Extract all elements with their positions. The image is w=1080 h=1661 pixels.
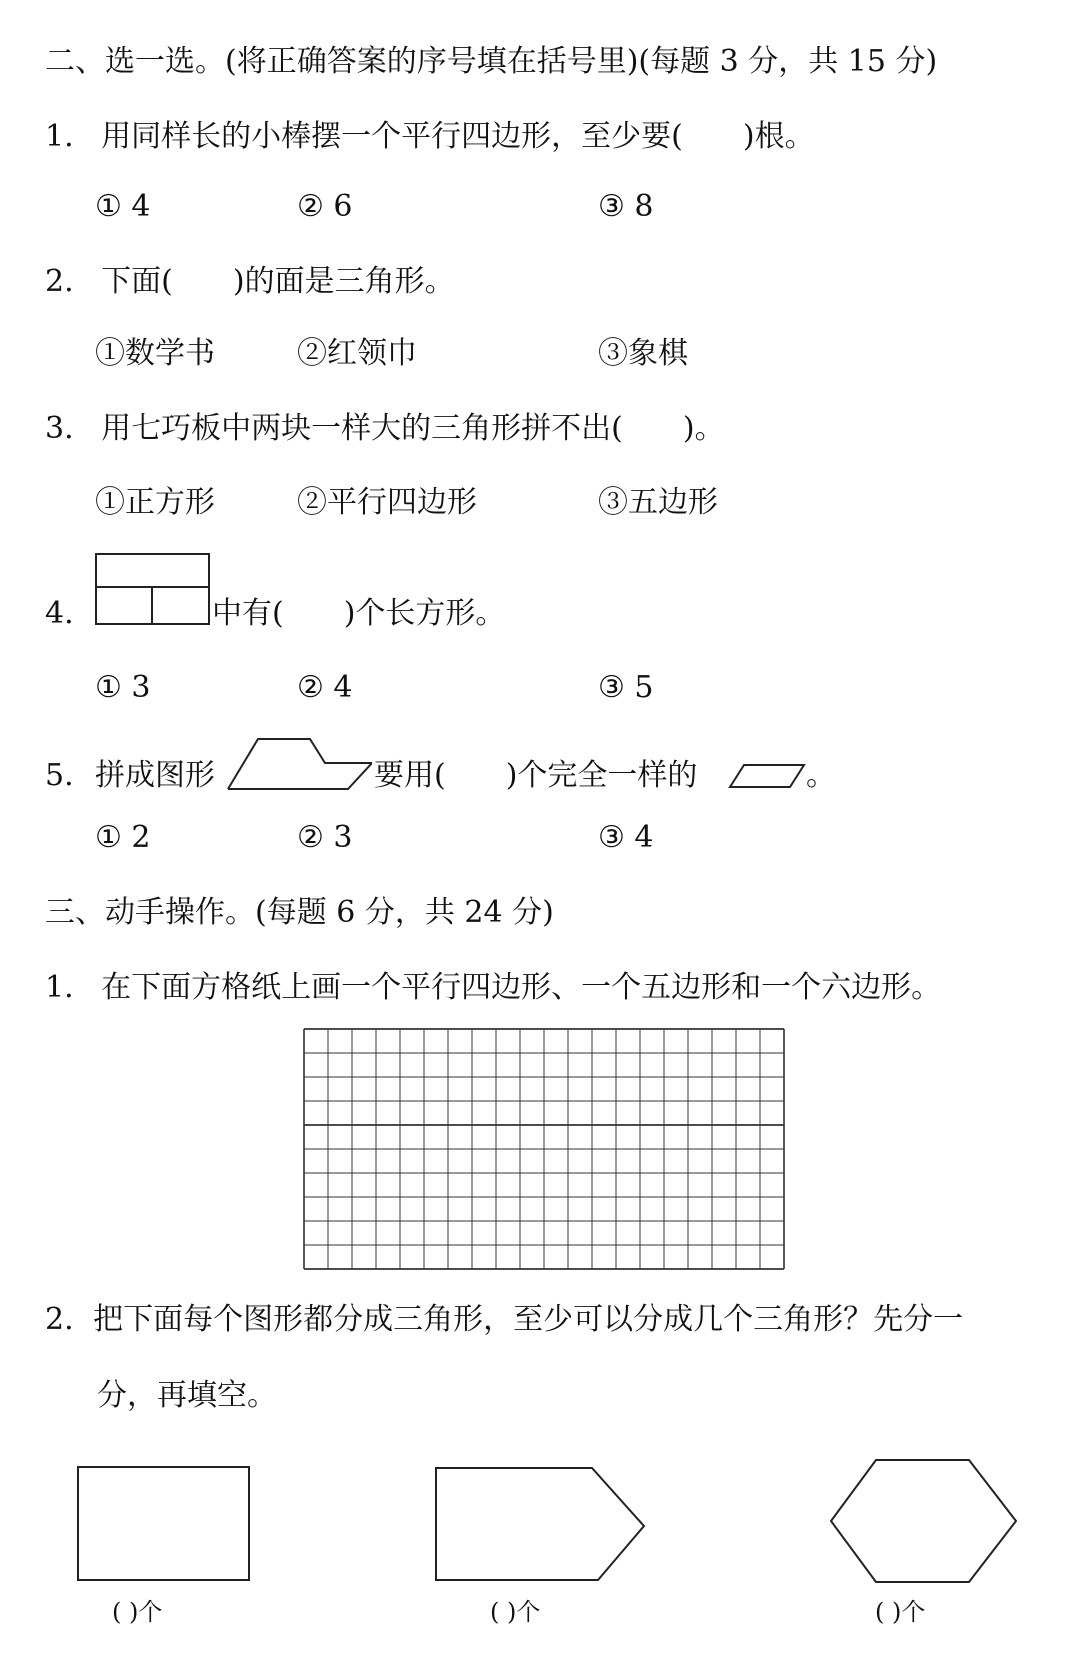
question-5-text-before: 拼成图形	[95, 758, 215, 793]
pentagon-shape[interactable]	[434, 1466, 646, 1582]
rectangle-figure-icon	[95, 553, 210, 625]
question-3-option-2: ②平行四边形	[297, 485, 477, 520]
question-1-text-after: )根。	[742, 119, 815, 154]
question-4-text-after: )个长方形。	[343, 596, 506, 631]
question-5-text-after: 。	[806, 758, 836, 793]
section3-question-2-number: 2.	[45, 1302, 74, 1337]
question-4-option-2: ② 4	[297, 670, 353, 705]
question-2-option-1: ①数学书	[95, 336, 215, 371]
section3-question-2	[45, 1300, 963, 1340]
question-5-option-2: ② 3	[297, 820, 353, 855]
question-2	[45, 262, 455, 302]
hexagon-answer-blank[interactable]: ( )个	[875, 1598, 926, 1626]
rectangle-shape[interactable]	[77, 1466, 251, 1582]
question-4-option-1: ① 3	[95, 670, 151, 705]
section3-question-1	[45, 968, 941, 1008]
question-4-option-3: ③ 5	[598, 670, 654, 705]
question-4-text-before: 中有(	[212, 596, 284, 631]
question-1-option-1: ① 4	[95, 189, 151, 224]
question-2-option-3: ③象棋	[598, 336, 688, 371]
small-parallelogram-icon	[728, 763, 806, 789]
question-1-option-3: ③ 8	[598, 189, 654, 224]
rectangle-answer-blank[interactable]: ( )个	[112, 1598, 163, 1626]
question-3-option-3: ③五边形	[598, 485, 718, 520]
question-1-number: 1.	[45, 119, 74, 154]
section3-heading: 三、动手操作。(每题 6 分，共 24 分)	[45, 895, 554, 930]
question-3-option-1: ①正方形	[95, 485, 215, 520]
grid-lines	[303, 1028, 785, 1270]
section2-heading: 二、选一选。(将正确答案的序号填在括号里)(每题 3 分，共 15 分)	[45, 44, 938, 79]
question-5	[374, 756, 697, 796]
composite-parallelogram-figure-icon	[226, 737, 372, 791]
question-1-option-2: ② 6	[297, 189, 353, 224]
question-5-number: 5.	[45, 758, 74, 793]
question-2-text-before: 下面(	[101, 264, 173, 299]
section3-question-1-number: 1.	[45, 970, 74, 1005]
section3-question-2-continued: 分，再填空。	[97, 1378, 277, 1413]
question-5-option-1: ① 2	[95, 820, 151, 855]
section3-question-2-text: 把下面每个图形都分成三角形，至少可以分成几个三角形？先分一	[93, 1302, 964, 1337]
question-2-option-2: ②红领巾	[297, 336, 417, 371]
question-1-text-before: 用同样长的小棒摆一个平行四边形，至少要(	[101, 119, 683, 154]
question-3	[45, 409, 725, 449]
hexagon-shape[interactable]	[829, 1458, 1019, 1584]
question-2-number: 2.	[45, 264, 74, 299]
question-3-text-before: 用七巧板中两块一样大的三角形拼不出(	[101, 411, 623, 446]
question-5-text-middle: 要用(	[374, 758, 446, 793]
question-3-number: 3.	[45, 411, 74, 446]
question-1	[45, 117, 815, 157]
question-4-number: 4.	[45, 596, 74, 631]
pentagon-answer-blank[interactable]: ( )个	[490, 1598, 541, 1626]
question-5-text-middle2: )个完全一样的	[505, 758, 698, 793]
grid-paper[interactable]	[303, 1028, 785, 1274]
question-4	[212, 594, 505, 634]
question-5-option-3: ③ 4	[598, 820, 654, 855]
section3-question-1-text: 在下面方格纸上画一个平行四边形、一个五边形和一个六边形。	[101, 970, 942, 1005]
question-2-text-after: )的面是三角形。	[232, 264, 455, 299]
question-3-text-after: )。	[682, 411, 725, 446]
